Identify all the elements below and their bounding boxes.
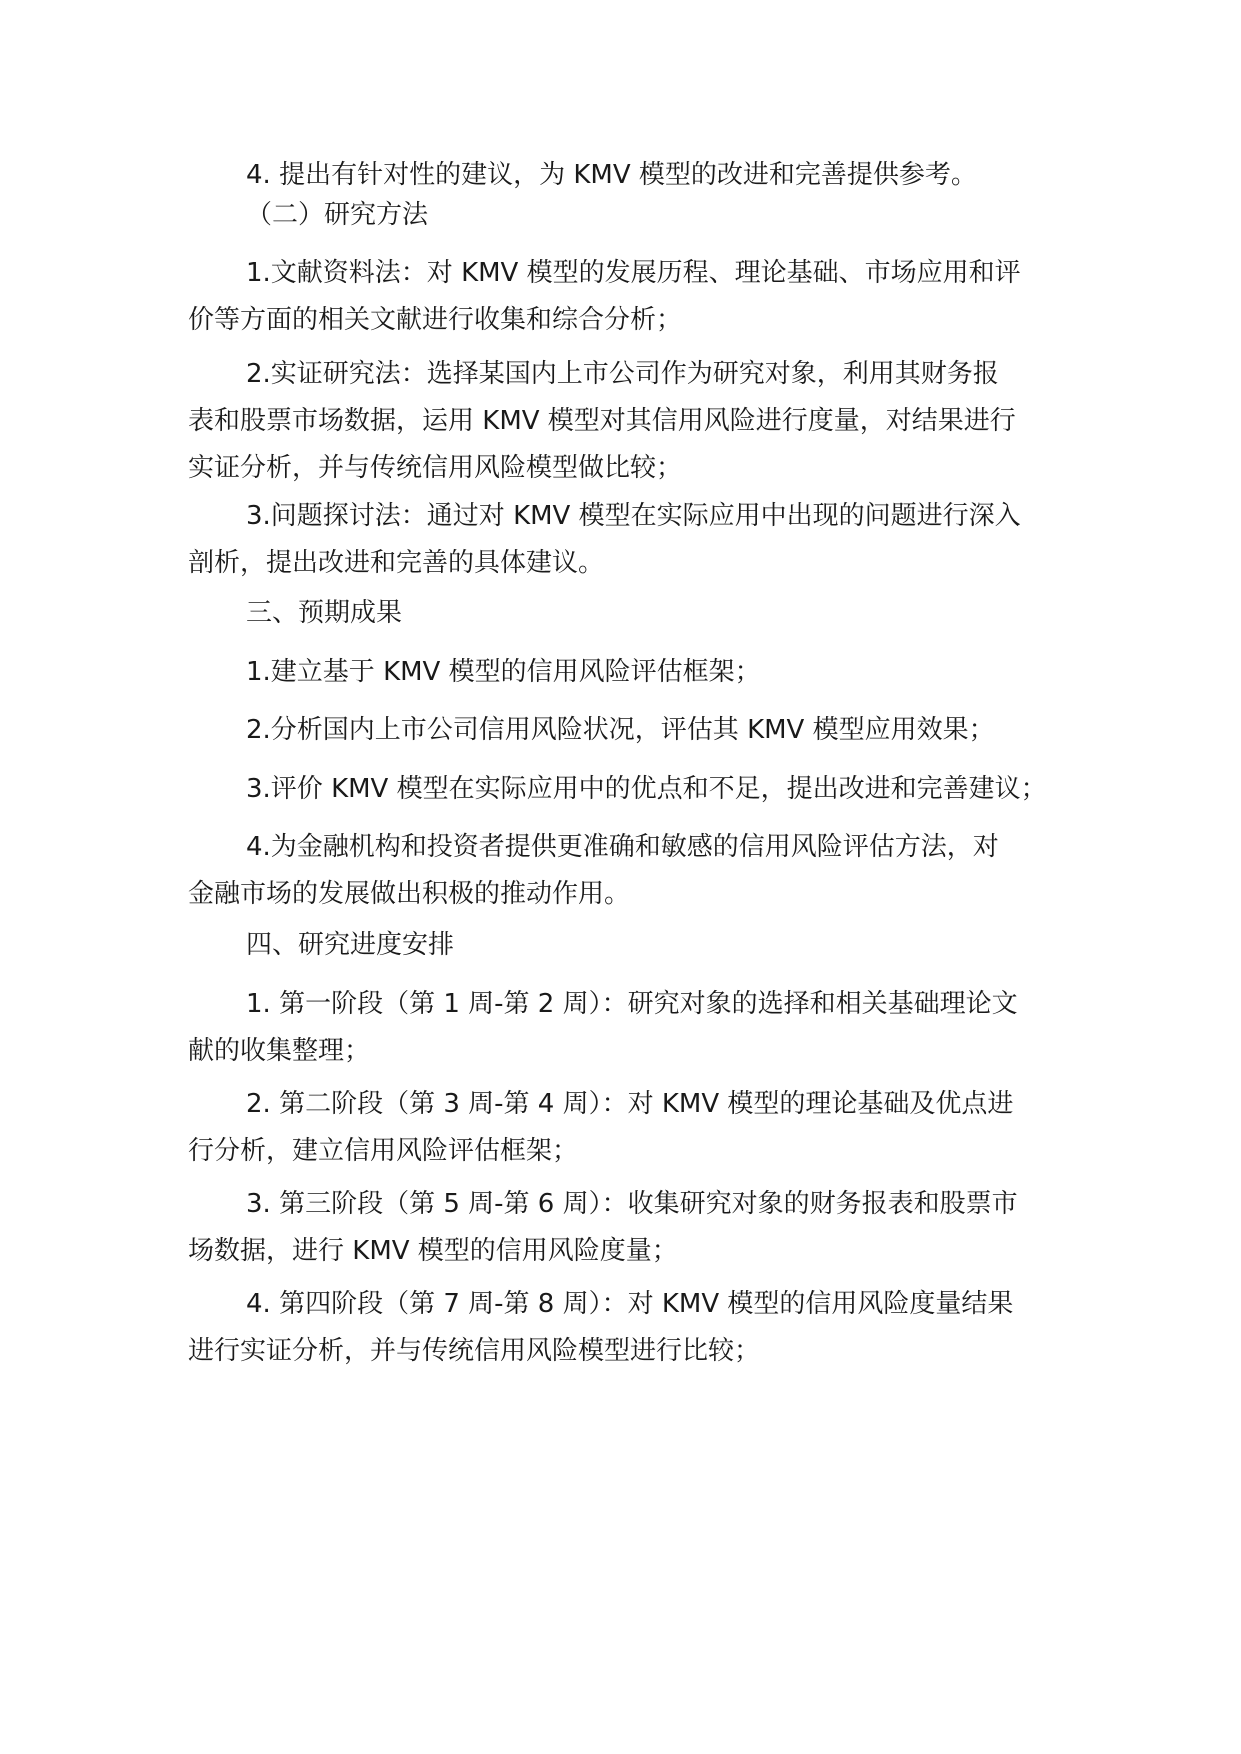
text-line: 1.建立基于 KMV 模型的信用风险评估框架； xyxy=(246,657,761,687)
text-line: 进行实证分析，并与传统信用风险模型进行比较； xyxy=(188,1336,761,1366)
text-line: 3.问题探讨法：通过对 KMV 模型在实际应用中出现的问题进行深入 xyxy=(246,501,1021,531)
text-line: 2.实证研究法：选择某国内上市公司作为研究对象，利用其财务报 xyxy=(246,359,999,389)
text-line: 2.分析国内上市公司信用风险状况，评估其 KMV 模型应用效果； xyxy=(246,715,995,745)
paragraph-problem-method xyxy=(188,493,1068,587)
paragraph-stage-4 xyxy=(188,1281,1068,1375)
text-line: 实证分析，并与传统信用风险模型做比较； xyxy=(188,453,683,483)
text-line: 价等方面的相关文献进行收集和综合分析； xyxy=(188,305,683,335)
text-line: 场数据，进行 KMV 模型的信用风险度量； xyxy=(188,1236,678,1266)
text-line: 三、预期成果 xyxy=(246,598,403,628)
text-line: 4. 提出有针对性的建议，为 KMV 模型的改进和完善提供参考。 xyxy=(246,160,977,190)
paragraph-literature-method xyxy=(188,250,1068,344)
paragraph-result-4 xyxy=(188,824,1068,918)
paragraph-stage-3 xyxy=(188,1181,1068,1275)
paragraph-result-2 xyxy=(188,707,1068,754)
text-line: 四、研究进度安排 xyxy=(246,930,455,960)
text-line: 2. 第二阶段（第 3 周-第 4 周）：对 KMV 模型的理论基础及优点进 xyxy=(246,1089,1014,1119)
section-heading-research-methods xyxy=(188,192,1068,239)
paragraph-stage-1 xyxy=(188,981,1068,1075)
paragraph-stage-2 xyxy=(188,1081,1068,1175)
paragraph-empirical-method xyxy=(188,351,1068,492)
text-line: 4.为金融机构和投资者提供更准确和敏感的信用风险评估方法，对 xyxy=(246,832,999,862)
text-line: 行分析，建立信用风险评估框架； xyxy=(188,1136,579,1166)
text-line: 3. 第三阶段（第 5 周-第 6 周）：收集研究对象的财务报表和股票市 xyxy=(246,1189,1018,1219)
paragraph-result-3 xyxy=(188,766,1068,813)
section-heading-schedule xyxy=(188,922,1068,969)
text-line: 1. 第一阶段（第 1 周-第 2 周）：研究对象的选择和相关基础理论文 xyxy=(246,989,1018,1019)
text-line: 献的收集整理； xyxy=(188,1036,371,1066)
text-line: 3.评价 KMV 模型在实际应用中的优点和不足，提出改进和完善建议； xyxy=(246,774,1047,804)
section-heading-expected-results xyxy=(188,590,1068,637)
text-line: 表和股票市场数据，运用 KMV 模型对其信用风险进行度量，对结果进行 xyxy=(188,406,1016,436)
text-line: （二）研究方法 xyxy=(246,200,429,230)
text-line: 1.文献资料法：对 KMV 模型的发展历程、理论基础、市场应用和评 xyxy=(246,258,1021,288)
text-line: 金融市场的发展做出积极的推动作用。 xyxy=(188,879,631,909)
paragraph-result-1 xyxy=(188,649,1068,696)
text-line: 4. 第四阶段（第 7 周-第 8 周）：对 KMV 模型的信用风险度量结果 xyxy=(246,1289,1014,1319)
text-line: 剖析，提出改进和完善的具体建议。 xyxy=(188,548,605,578)
